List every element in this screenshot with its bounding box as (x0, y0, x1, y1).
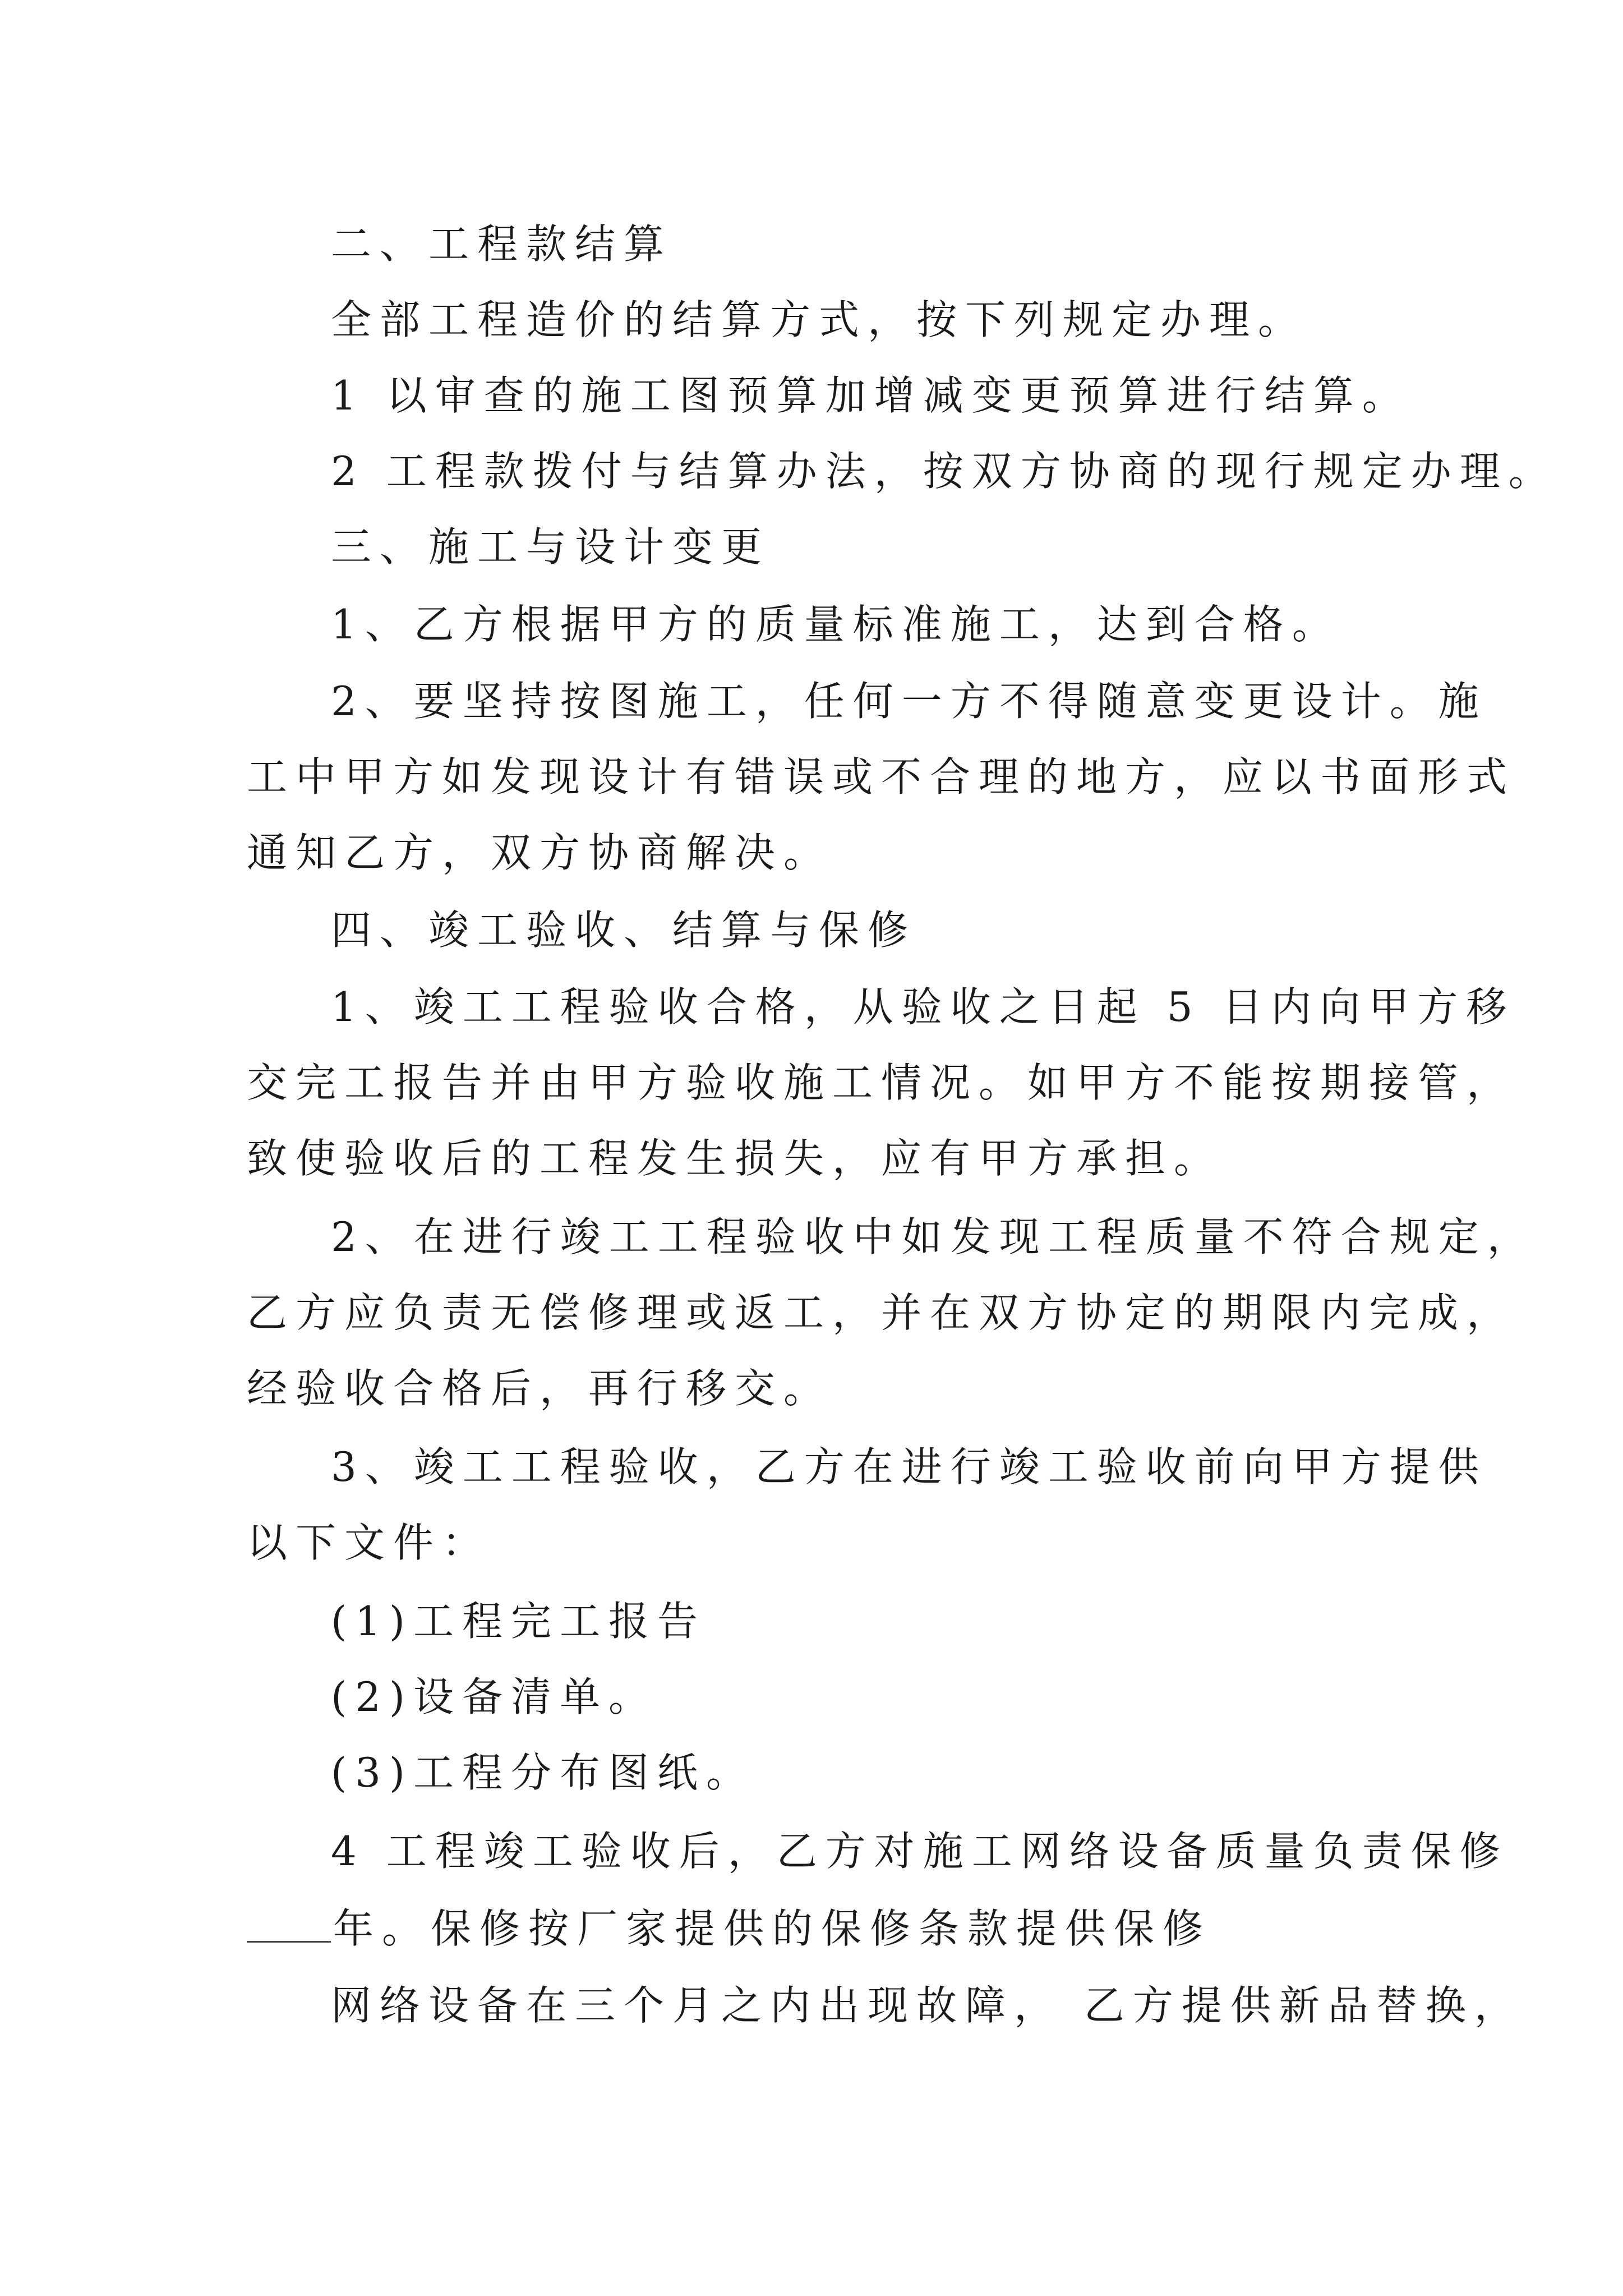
list-item: (3)工程分布图纸。 (331, 1749, 755, 1796)
paragraph-line-with-blank (247, 1901, 1211, 1957)
paragraph-line: 3、竣工工程验收，乙方在进行竣工验收前向甲方提供 (331, 1443, 1487, 1490)
paragraph-line: 经验收合格后，再行移交。 (247, 1365, 833, 1412)
warranty-text: 年。保修按厂家提供的保修条款提供保修 (333, 1905, 1212, 1952)
section-heading-settlement: 二、工程款结算 (331, 220, 673, 268)
paragraph-line: 2、在进行竣工工程验收中如发现工程质量不符合规定， (331, 1213, 1536, 1260)
fill-in-blank (247, 1907, 331, 1943)
paragraph-line: 交完工报告并由甲方验收施工情况。如甲方不能按期接管， (247, 1059, 1516, 1106)
paragraph-line: 全部工程造价的结算方式，按下列规定办理。 (331, 296, 1307, 343)
paragraph-line: 工中甲方如发现设计有错误或不合理的地方，应以书面形式 (247, 753, 1516, 800)
list-item: (1)工程完工报告 (331, 1598, 706, 1645)
paragraph-line: 1、竣工工程验收合格，从验收之日起 5 日内向甲方移 (331, 983, 1515, 1030)
section-heading-design-change: 三、施工与设计变更 (331, 523, 771, 570)
paragraph-line: 通知乙方，双方协商解决。 (247, 829, 833, 876)
section-heading-acceptance: 四、竣工验收、结算与保修 (331, 907, 917, 954)
paragraph-line: 乙方应负责无偿修理或返工，并在双方协定的期限内完成， (247, 1289, 1516, 1336)
paragraph-line: 1、乙方根据甲方的质量标准施工，达到合格。 (331, 601, 1341, 648)
paragraph-line: 致使验收后的工程发生损失，应有甲方承担。 (247, 1135, 1223, 1182)
list-item: (2)设备清单。 (331, 1673, 657, 1720)
paragraph-line: 1 以审查的施工图预算加增减变更预算进行结算。 (331, 372, 1411, 419)
paragraph-line: 网络设备在三个月之内出现故障， 乙方提供新品替换， (331, 1982, 1523, 2029)
paragraph-line: 以下文件： (247, 1519, 491, 1566)
paragraph-line: 2、要坚持按图施工，任何一方不得随意变更设计。施 (331, 678, 1487, 725)
paragraph-line: 2 工程款拨付与结算办法，按双方协商的现行规定办理。 (331, 448, 1557, 495)
paragraph-line: 4 工程竣工验收后，乙方对施工网络设备质量负责保修 (331, 1828, 1509, 1875)
